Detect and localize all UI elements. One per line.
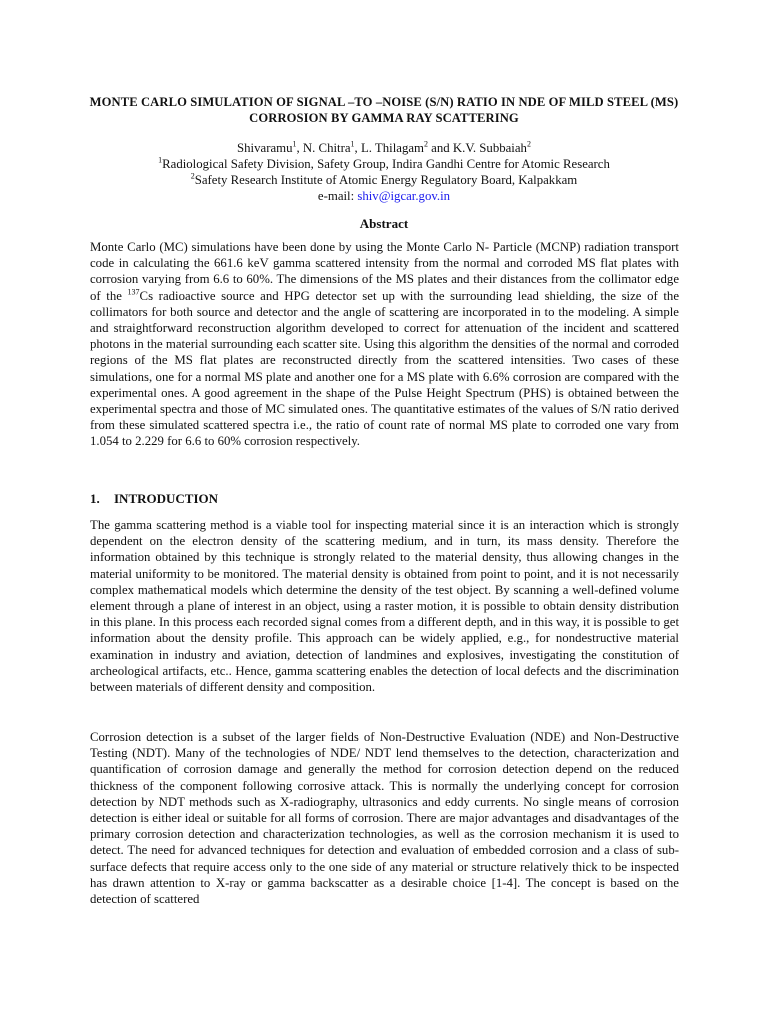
author-name: L. Thilagam bbox=[360, 141, 424, 155]
author-list: Shivaramu$^1$, N. Chitra$^1$, L. Thilagam$^2$ and K.V. Subbaiah$^2$ bbox=[237, 139, 531, 155]
affiliation-mark: 2 bbox=[190, 171, 195, 181]
section-number: 1. bbox=[90, 491, 100, 506]
author-affiliation-mark: 1 bbox=[350, 139, 355, 149]
email-label: e-mail: bbox=[317, 189, 358, 203]
author-name: N. Chitra bbox=[302, 141, 351, 155]
email-line bbox=[60, 188, 708, 204]
section-heading-introduction bbox=[90, 491, 218, 507]
author-name: K.V. Subbaiah bbox=[452, 141, 527, 155]
abstract-heading: Abstract bbox=[359, 216, 409, 231]
affiliation-1: $^1$Radiological Safety Division, Safety Group, Indira Gandhi Centre for Atomic Research bbox=[158, 155, 610, 171]
isotope-mass-number: 137 bbox=[127, 287, 140, 297]
author-name: Shivaramu bbox=[237, 141, 293, 155]
email-link[interactable]: shiv@igcar.gov.in bbox=[357, 189, 451, 203]
author-affiliation-mark: 2 bbox=[423, 139, 428, 149]
author-affiliation-mark: 2 bbox=[526, 139, 531, 149]
paper-title: MONTE CARLO SIMULATION OF SIGNAL –TO –NOISE (S/N) RATIO IN NDE OF MILD STEEL (MS) CORROSION BY GAMMA RAY SCATTERING bbox=[89, 95, 679, 125]
author-block bbox=[60, 140, 708, 204]
section-title: INTRODUCTION bbox=[114, 491, 219, 506]
affiliation-mark: 1 bbox=[158, 155, 163, 165]
affiliation-2: $^2$Safety Research Institute of Atomic Energy Regulatory Board, Kalpakkam bbox=[190, 171, 578, 187]
intro-paragraph-2: Corrosion detection is a subset of the larger fields of Non-Destructive Evaluation (NDE) and Non-Destructive Testing (NDT). Many of the technologies of NDE/ NDT lend themselves to the detection, characterization and quantification of corrosion damage and generally the method for corrosion detection depend on the reduced thickness of the component following corrosive attack. This is normally the underlying concept for corrosion detection by NDT methods such as X-radiography, ultrasonics and eddy currents. No single means of corrosion detection is either ideal or suitable for all forms of corrosion. There are major advantages and disadvantages of the primary corrosion detection and characterization technologies, as well as the corrosion mechanism it is used to detect. The need for advanced techniques for detection and evaluation of embedded corrosion and a class of sub-surface defects that require access only to the one side of any material or structure relatively thick to be inspected has drawn attention to X-ray or gamma backscatter as a desirable choice [1-4]. The concept is based on the detection of scattered bbox=[90, 730, 679, 907]
author-affiliation-mark: 1 bbox=[292, 139, 297, 149]
abstract-text: Monte Carlo (MC) simulations have been done by using the Monte Carlo N- Particle (MCNP) radiation transport code in calculating the 661.6 keV gamma scattered intensity from the normal and corroded MS flat plates with corrosion varying from 6.6 to 60%. The dimensions of the MS plates and their distances from the collimator edge of the $^{137}$Cs radioactive source and HPG detector set up with the surrounding lead shielding, the size of the collimators for both source and detector and the angle of scattering are incorporated in to the modeling. A simple and straightforward reconstruction algorithm developed to correct for attenuation of the incident and scattered photons in the material surrounding each scatter site. Using this algorithm the densities of the normal and corroded regions of the MS flat plates are reconstructed directly from the scattered intensities. Two cases of these simulations, one for a normal MS plate and another one for a MS plate with 6.6% corrosion are compared with the experimental ones. A good agreement in the shape of the Pulse Height Spectrum (PHS) is obtained between the experimental spectra and those of MC simulated ones. The quantitative estimates of the values of S/N ratio derived from these simulated scattered spectra i.e., the ratio of count rate of normal MS plate to corroded one vary from 1.054 to 2.229 for 6.6 to 60% corrosion respectively. bbox=[90, 240, 679, 449]
intro-paragraph-1: The gamma scattering method is a viable tool for inspecting material since it is an interaction which is strongly dependent on the electron density of the scattering medium, and in turn, its mass density. Therefore the information obtained by this technique is strongly related to the material density, thus allowing changes in the material uniformity to be monitored. The material density is obtained from point to point, and it is not necessarily complex mathematical models which determine the density of the test object. By scanning a well-defined volume element through a plane of interest in an object, using a raster motion, it is possible to obtain density distribution in this plane. In this process each recorded signal comes from a different depth, and in this way, it is possible to get information about the density profile. This approach can be widely applied, e.g., for nondestructive material examination in industry and aviation, detection of landmines and explosives, investigating the constitution of archeological artifacts, etc.. Hence, gamma scattering enables the detection of local defects and the discrimination between materials of different density and composition. bbox=[90, 518, 679, 695]
